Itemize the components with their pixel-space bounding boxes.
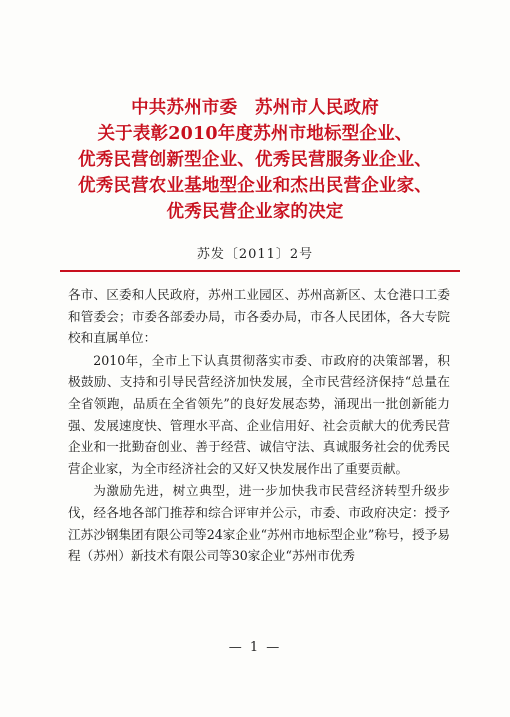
title-line-4: 优秀民营农业基地型企业和杰出民营企业家、: [78, 176, 432, 196]
title-line-2: 关于表彰2010年度苏州市地标型企业、: [97, 124, 413, 144]
title-line-1: 中共苏州市委 苏州市人民政府: [131, 98, 379, 118]
document-body: [68, 284, 450, 568]
body-paragraph-1: 2010年，全市上下认真贯彻落实市委、市政府的决策部署，积极鼓励、支持和引导民营经济加快发展，全市民营经济保持“总量在全省领跑，品质在全省领先”的良好发展态势，涌现出一批创新能力强、发展速度快、管理水平高、企业信用好、社会贡献大的优秀民营企业和一批勤奋创业、善于经营、诚信守法、真诚服务社会的优秀民营企业家，为全市经济社会的又好又快发展作出了重要贡献。: [68, 352, 450, 476]
red-divider: [60, 270, 460, 272]
document-title: [0, 95, 510, 225]
page-number: — 1 —: [228, 640, 282, 655]
document-number: 苏发〔2011〕2号: [196, 247, 314, 262]
title-line-3: 优秀民营创新型企业、优秀民营服务业企业、: [78, 150, 432, 170]
addressee-paragraph: 各市、区委和人民政府，苏州工业园区、苏州高新区、太仓港口工委和管委会；市委各部委办局，市各委办局，市各人民团体，各大专院校和直属单位：: [68, 287, 450, 346]
title-line-5: 优秀民营企业家的决定: [166, 202, 344, 222]
body-paragraph-2: 为激励先进，树立典型，进一步加快我市民营经济转型升级步伐，经各地各部门推荐和综合评审并公示，市委、市政府决定：授予江苏沙钢集团有限公司等24家企业“苏州市地标型企业”称号，授予易程（苏州）新技术有限公司等30家企业“苏州市优秀: [68, 483, 450, 564]
